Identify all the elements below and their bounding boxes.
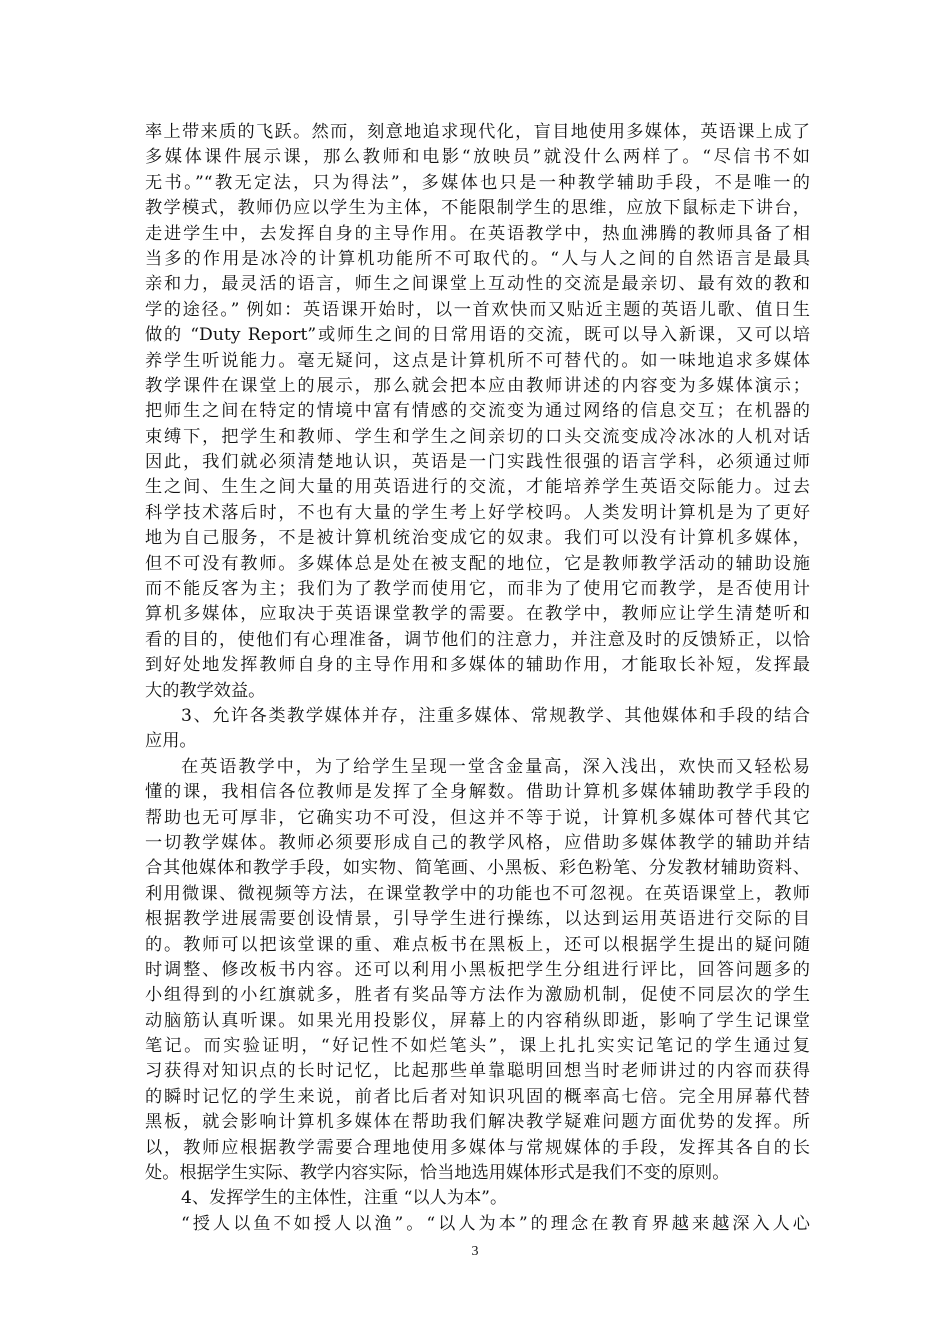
paragraph <box>145 755 810 1187</box>
text-line: 3、允许各类教学媒体并存，注重多媒体、常规教学、其他媒体和手段的结合 <box>181 705 810 726</box>
text-line: 黑板，就会影响计算机多媒体在帮助我们解决教学疑难问题方面优势的发挥。所 <box>145 1112 810 1133</box>
text-line: 以，教师应根据教学需要合理地使用多媒体与常规媒体的手段，发挥其各自的长 <box>145 1137 810 1158</box>
text-line: 把师生之间在特定的情境中富有情感的交流变为通过网络的信息交互；在机器的 <box>145 401 810 422</box>
text-line: 应用。 <box>145 731 197 752</box>
text-line: 根据教学进展需要创设情景，引导学生进行操练，以达到运用英语进行交际的目 <box>145 909 810 930</box>
document-body <box>145 120 810 1237</box>
text-line: 大的教学效益。 <box>145 680 266 701</box>
section-heading-4 <box>145 1186 810 1211</box>
text-line: 养学生听说能力。毫无疑问，这点是计算机所不可替代的。如一味地追求多媒体 <box>145 350 810 371</box>
text-line: 当多的作用是冰冷的计算机功能所不可取代的。“人与人之间的自然语言是最具 <box>145 248 810 269</box>
text-line: 地为自己服务，不是被计算机统治变成它的奴隶。我们可以没有计算机多媒体， <box>145 528 810 549</box>
text-line: “授人以鱼不如授人以渔”。“以人为本”的理念在教育界越来越深入人心 <box>181 1213 810 1234</box>
text-line: 走进学生中，去发挥自身的主导作用。在英语教学中，热血沸腾的教师具备了相 <box>145 223 810 244</box>
text-line: 算机多媒体，应取决于英语课堂教学的需要。在教学中，教师应让学生清楚听和 <box>145 604 810 625</box>
text-line: 处。根据学生实际、教学内容实际，恰当地选用媒体形式是我们不变的原则。 <box>145 1163 730 1184</box>
text-line: 看的目的，使他们有心理准备，调节他们的注意力，并注意及时的反馈矫正，以恰 <box>145 629 810 650</box>
text-line: 动脑筋认真听课。如果光用投影仪，屏幕上的内容稍纵即逝，影响了学生记课堂 <box>145 1010 810 1031</box>
text-line: 懂的课，我相信各位教师是发挥了全身解数。借助计算机多媒体辅助教学手段的 <box>145 782 810 803</box>
text-line: 教学模式，教师仍应以学生为主体，不能限制学生的思维，应放下鼠标走下讲台， <box>145 198 810 219</box>
text-line: 生之间、生生之间大量的用英语进行的交流，才能培养学生英语交际能力。过去 <box>145 477 810 498</box>
text-line: 时调整、修改板书内容。还可以利用小黑板把学生分组进行评比，回答问题多的 <box>145 959 810 980</box>
text-line: 做的 “Duty Report”或师生之间的日常用语的交流，既可以导入新课，又可以培 <box>145 325 810 346</box>
text-line: 习获得对知识点的长时记忆，比起那些单靠聪明回想当时老师讲过的内容而获得 <box>145 1061 810 1082</box>
section-heading-3 <box>145 704 810 755</box>
paragraph <box>145 1212 810 1237</box>
text-line: 率上带来质的飞跃。然而，刻意地追求现代化，盲目地使用多媒体，英语课上成了 <box>145 122 810 142</box>
text-line: 束缚下，把学生和教师、学生和学生之间亲切的口头交流变成冷冰冰的人机对话 <box>145 426 810 447</box>
text-line: 因此，我们就必须清楚地认识，英语是一门实践性很强的语言学科，必须通过师 <box>145 452 810 473</box>
text-line: 4、发挥学生的主体性，注重 “以人为本”。 <box>181 1188 508 1209</box>
text-line: 学的途径。” 例如：英语课开始时，以一首欢快而又贴近主题的英语儿歌、值日生 <box>145 299 810 320</box>
text-line: 教学课件在课堂上的展示，那么就会把本应由教师讲述的内容变为多媒体演示； <box>145 375 810 396</box>
text-line: 的。教师可以把该堂课的重、难点板书在黑板上，还可以根据学生提出的疑问随 <box>145 934 810 955</box>
text-line: 科学技术落后时，不也有大量的学生考上好学校吗。人类发明计算机是为了更好 <box>145 502 810 523</box>
text-line: 多媒体课件展示课，那么教师和电影“放映员”就没什么两样了。“尽信书不如 <box>145 147 810 168</box>
text-line: 利用微课、微视频等方法，在课堂教学中的功能也不可忽视。在英语课堂上，教师 <box>145 883 810 904</box>
text-line: 帮助也无可厚非，它确实功不可没，但这并不等于说，计算机多媒体可替代其它 <box>145 807 810 828</box>
text-line: 笔记。而实验证明，“好记性不如烂笔头”，课上扎扎实实记笔记的学生通过复 <box>145 1036 810 1057</box>
text-line: 在英语教学中，为了给学生呈现一堂含金量高，深入浅出，欢快而又轻松易 <box>181 756 810 777</box>
paragraph <box>145 120 810 704</box>
text-line: 小组得到的小红旗就多，胜者有奖品等方法作为激励机制，促使不同层次的学生 <box>145 985 810 1006</box>
text-line: 而不能反客为主；我们为了教学而使用它，而非为了使用它而教学，是否使用计 <box>145 579 810 600</box>
text-line: 亲和力，最灵活的语言，师生之间课堂上互动性的交流是最亲切、最有效的教和 <box>145 274 810 295</box>
text-line: 合其他媒体和教学手段，如实物、简笔画、小黑板、彩色粉笔、分发教材辅助资料、 <box>145 858 810 879</box>
text-line: 但不可没有教师。多媒体总是处在被支配的地位，它是教师教学活动的辅助设施 <box>145 553 810 574</box>
page-number: 3 <box>471 1244 479 1259</box>
text-line: 的瞬时记忆的学生来说，前者比后者对知识巩固的概率高七倍。完全用屏幕代替 <box>145 1086 810 1107</box>
text-line: 无书。”“教无定法，只为得法”，多媒体也只是一种教学辅助手段，不是唯一的 <box>145 172 810 193</box>
text-line: 到好处地发挥教师自身的主导作用和多媒体的辅助作用，才能取长补短，发挥最 <box>145 655 810 676</box>
text-line: 一切教学媒体。教师必须要形成自己的教学风格，应借助多媒体教学的辅助并结 <box>145 832 810 853</box>
